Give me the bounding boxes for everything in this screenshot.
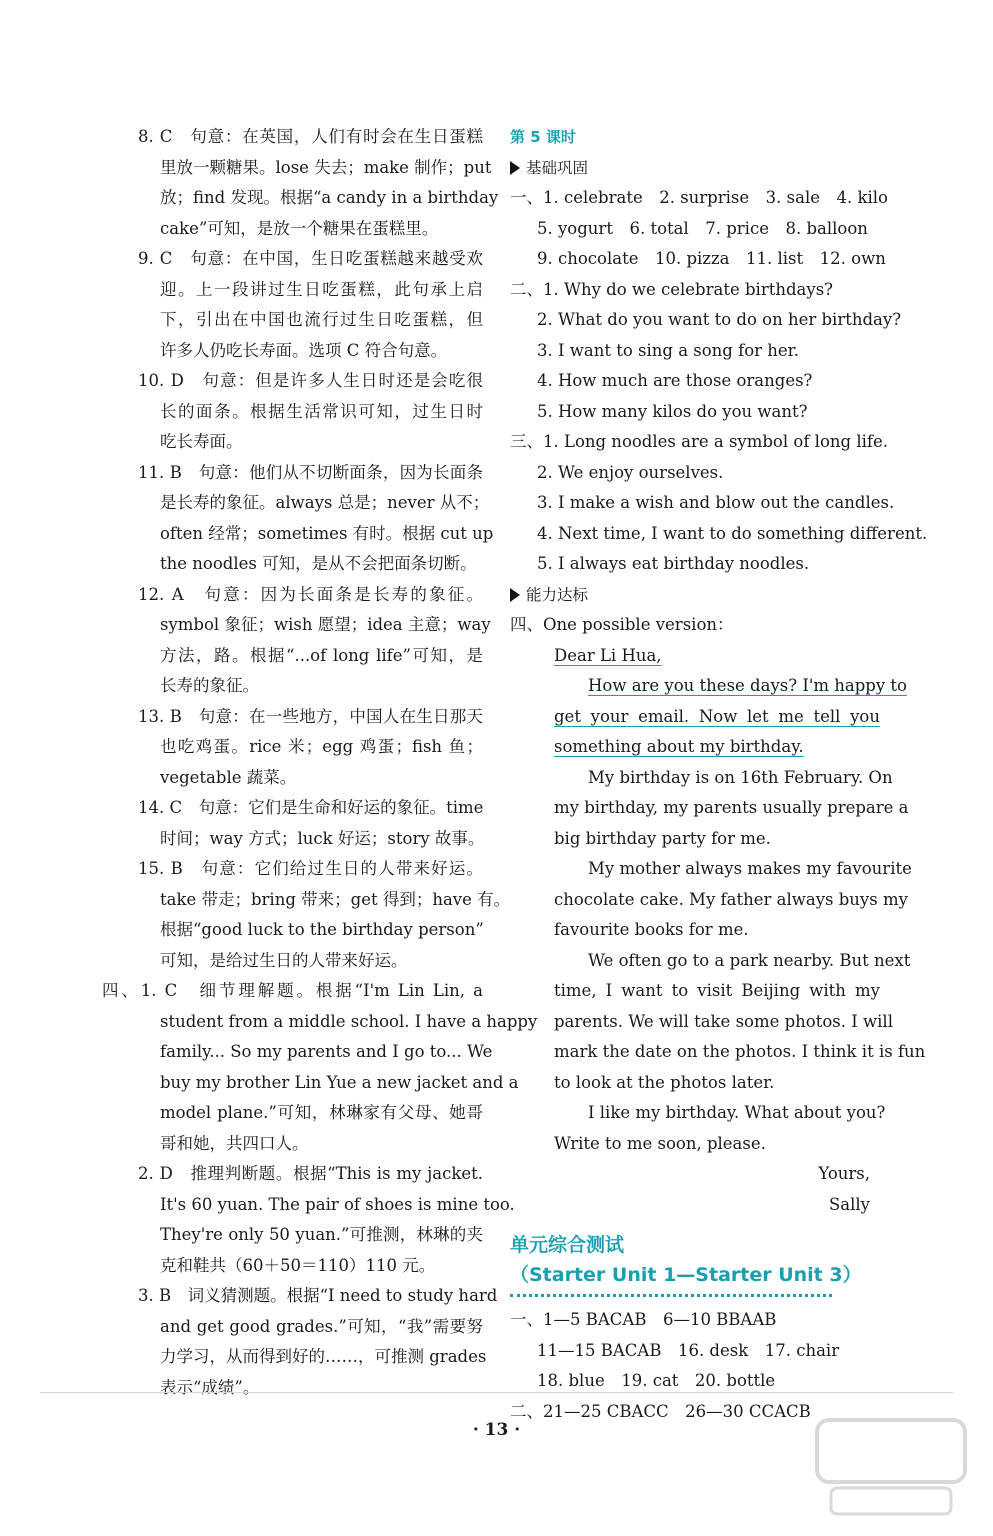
answer-line: 二、1. Why do we celebrate birthdays? (510, 279, 834, 299)
answer-line: 许多人仍吃长寿面。选项 C 符合句意。 (160, 340, 448, 360)
letter-line: chocolate cake. My father always buys my (554, 889, 908, 909)
answer-line: 11. B 句意：他们从不切断面条，因为长面条 (138, 462, 483, 482)
answer-line: 下，引出在中国也流行过生日吃蛋糕，但 (160, 310, 483, 329)
triangle-icon (510, 161, 520, 175)
answer-line: 4. Next time, I want to do something different. (537, 523, 928, 543)
answer-line: 也吃鸡蛋。rice 米；egg 鸡蛋；fish 鱼； (160, 737, 483, 756)
q1-block (510, 183, 888, 275)
answer-line: 10. D 句意：但是许多人生日时还是会吃很 (138, 371, 483, 390)
answer-line: family... So my parents and I go to... We (160, 1042, 493, 1061)
letter-line: We often go to a park nearby. But next (588, 950, 911, 970)
letter-signature: Sally (828, 1194, 870, 1214)
letter-line: my birthday, my parents usually prepare a (554, 798, 909, 817)
answer-line: 3. I want to sing a song for her. (537, 340, 800, 360)
answer-line: 时间；way 方式；luck 好运；story 故事。 (160, 828, 485, 848)
q2-block (510, 275, 902, 428)
answer-line: 方法，路。根据“...of long life”可知，是 (160, 645, 483, 665)
answer-line: 9. C 句意：在中国，生日吃蛋糕越来越受欢 (138, 249, 483, 268)
right-column (510, 122, 928, 1427)
answer-line: It's 60 yuan. The pair of shoes is mine too. (160, 1194, 515, 1214)
triangle-icon (510, 588, 520, 602)
watermark-logo-icon (811, 1414, 971, 1524)
answer-line: 5. How many kilos do you want? (537, 401, 808, 421)
dotted-divider (510, 1294, 832, 1297)
footer-divider (40, 1392, 953, 1393)
q4-intro: 四、One possible version： (510, 615, 734, 634)
sample-letter (510, 641, 926, 1221)
answer-line: take 带走；bring 带来；get 得到；have 有。 (160, 889, 511, 909)
answer-line: the noodles 可知，是从不会把面条切断。 (160, 554, 477, 573)
answer-line: They're only 50 yuan.”可推测，林琳的夹 (160, 1225, 483, 1244)
letter-line: get your email. Now let me tell you (554, 706, 880, 726)
section-heading-ability: 能力达标 (510, 580, 880, 611)
answer-line: 5. yogurt 6. total 7. price 8. balloon (537, 218, 868, 238)
answer-line: 一、1. celebrate 2. surprise 3. sale 4. kilo (510, 188, 888, 207)
letter-line: I like my birthday. What about you? (588, 1103, 886, 1122)
answer-line: 放；find 发现。根据“a candy in a birthday (160, 188, 499, 207)
answer-line: 根据“good luck to the birthday person” (160, 920, 484, 939)
letter-line: My mother always makes my favourite (588, 859, 912, 878)
answer-line: 四、1. C 细节理解题。根据“I'm Lin Lin, a (102, 981, 483, 1000)
letter-closing: Yours, (818, 1164, 870, 1183)
answer-line: 哥和她，共四口人。 (160, 1133, 309, 1153)
unit-test-subtitle: （Starter Unit 1—Starter Unit 3） (510, 1264, 862, 1286)
answer-line: 2. We enjoy ourselves. (537, 462, 724, 482)
answer-line: 5. I always eat birthday noodles. (537, 554, 810, 573)
answer-line: 吃长寿面。 (160, 432, 243, 451)
answer-line: 克和鞋共（60＋50＝110）110 元。 (160, 1255, 436, 1275)
answer-line: 11—15 BACAB 16. desk 17. chair (537, 1340, 840, 1360)
answer-line: 可知，是给过生日的人带来好运。 (160, 950, 408, 970)
answer-line: symbol 象征；wish 愿望；idea 主意；way (160, 615, 491, 634)
answer-line: 2. What do you want to do on her birthday? (537, 310, 902, 329)
answer-line: buy my brother Lin Yue a new jacket and a (160, 1072, 519, 1092)
letter-line: something about my birthday. (554, 737, 804, 756)
letter-line: Write to me soon, please. (554, 1133, 766, 1153)
page-number: · 13 · (472, 1420, 521, 1440)
unit-test-title: 单元综合测试 (510, 1234, 625, 1256)
answer-line: 长的面条。根据生活常识可知，过生日时 (160, 401, 483, 421)
letter-greeting: Dear Li Hua, (554, 645, 662, 665)
answer-line: 长寿的象征。 (160, 676, 259, 695)
answer-line: 4. How much are those oranges? (537, 371, 813, 390)
answer-line: 15. B 句意：它们给过生日的人带来好运。 (138, 859, 483, 878)
answer-line: and get good grades.”可知，“我”需要努 (160, 1316, 483, 1336)
answer-line: 三、1. Long noodles are a symbol of long life. (510, 432, 888, 451)
unit-answers (510, 1305, 880, 1427)
watermark-logo (811, 1414, 971, 1524)
left-column (102, 122, 538, 1403)
letter-line: My birthday is on 16th February. On (588, 767, 893, 787)
answer-line: cake”可知，是放一个糖果在蛋糕里。 (160, 218, 439, 238)
letter-line: How are you these days? I'm happy to (588, 676, 907, 695)
answer-line: 是长寿的象征。always 总是；never 从不； (160, 493, 490, 512)
answer-line: 18. blue 19. cat 20. bottle (537, 1371, 776, 1390)
letter-line: favourite books for me. (554, 920, 749, 939)
answer-line: 3. B 词义猜测题。根据“I need to study hard (138, 1286, 498, 1305)
q3-block (510, 427, 928, 580)
answer-line: student from a middle school. I have a happy (160, 1011, 538, 1031)
answer-line: model plane.”可知，林琳家有父母、她哥 (160, 1103, 483, 1122)
answer-line: 迎。上一段讲过生日吃蛋糕，此句承上启 (160, 279, 483, 299)
answer-line: 9. chocolate 10. pizza 11. list 12. own (537, 249, 886, 268)
letter-line: to look at the photos later. (554, 1072, 775, 1092)
answer-line: 8. C 句意：在英国，人们有时会在生日蛋糕 (138, 127, 483, 146)
letter-line: time, I want to visit Beijing with my (554, 981, 880, 1000)
answer-line: 2. D 推理判断题。根据“This is my jacket. (138, 1164, 483, 1183)
answer-line: 13. B 句意：在一些地方，中国人在生日那天 (138, 706, 483, 726)
answer-line: 表示“成绩”。 (160, 1377, 260, 1397)
answer-line: often 经常；sometimes 有时。根据 cut up (160, 523, 494, 543)
answer-line: 12. A 句意：因为长面条是长寿的象征。 (138, 584, 483, 604)
answer-line: 力学习，从而得到好的……，可推测 grades (160, 1347, 487, 1366)
answer-line: 3. I make a wish and blow out the candles. (537, 493, 895, 512)
answer-line: 14. C 句意：它们是生命和好运的象征。time (138, 798, 484, 817)
answer-line: 里放一颗糖果。lose 失去；make 制作；put (160, 157, 492, 177)
section-heading-basic: 基础巩固 (510, 153, 880, 184)
letter-line: parents. We will take some photos. I will (554, 1011, 893, 1031)
lesson-title: 第 5 课时 (510, 128, 576, 146)
answer-line: 一、1—5 BACAB 6—10 BBAAB (510, 1310, 777, 1329)
answer-line: 二、21—25 CBACC 26—30 CCACB (510, 1401, 811, 1421)
letter-line: mark the date on the photos. I think it is fun (554, 1042, 926, 1061)
answer-line: vegetable 蔬菜。 (160, 767, 297, 787)
letter-line: big birthday party for me. (554, 828, 771, 848)
